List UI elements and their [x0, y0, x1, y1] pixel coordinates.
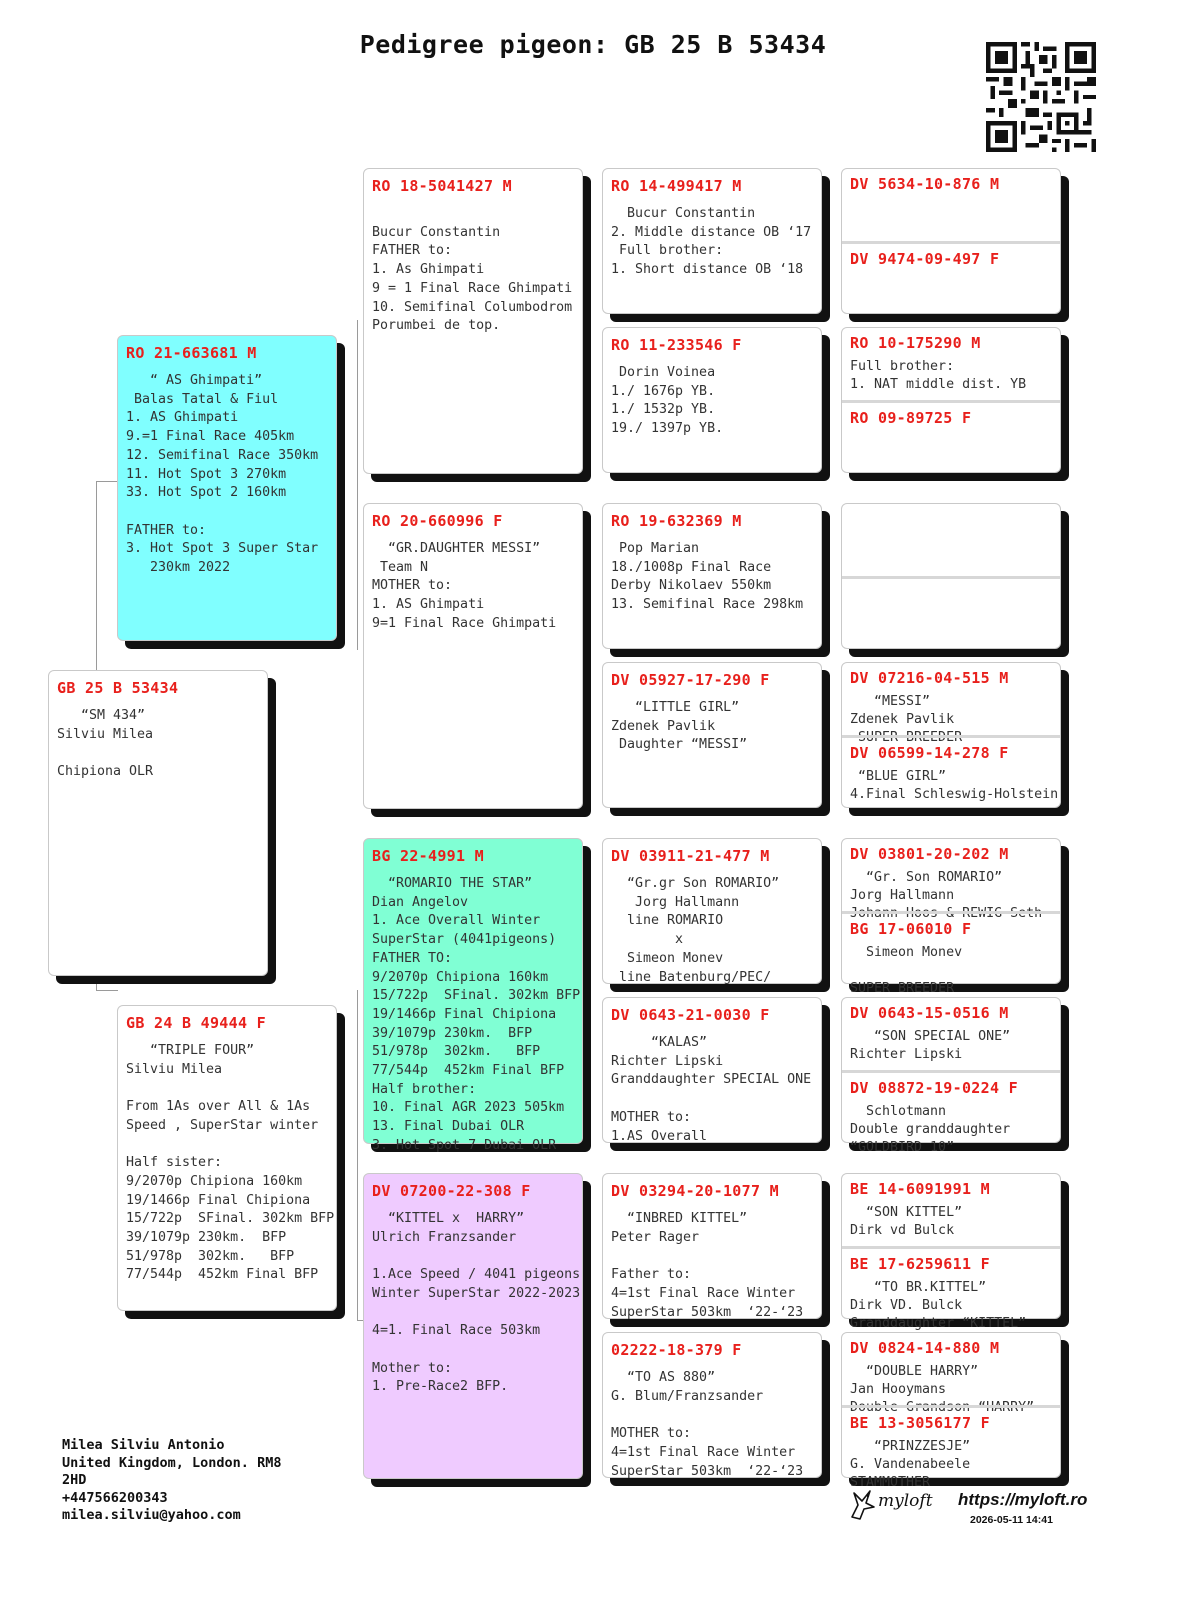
- gen5-dam: [842, 400, 1060, 474]
- gen5-sire: [842, 1174, 1060, 1246]
- pigeon-details: “GR.DAUGHTER MESSI” Team N MOTHER to: 1. AS Ghimpati 9=1 Final Race Ghimpati: [372, 541, 557, 631]
- ring-number: DV 07200-22-308 F: [372, 1182, 531, 1200]
- ring-number: RO 10-175290 M: [850, 334, 981, 352]
- ring-number: BE 13-3056177 F: [850, 1414, 990, 1432]
- gen5-dam: [842, 1070, 1060, 1155]
- myloft-branding: [848, 1487, 1098, 1537]
- ring-number: BE 14-6091991 M: [850, 1180, 990, 1198]
- gen5-dam: [842, 1405, 1060, 1490]
- pedigree-card-gen3[interactable]: [363, 838, 583, 1153]
- ring-number: DV 0643-21-0030 F: [611, 1006, 770, 1024]
- pigeon-details: Pop Marian 18./1008p Final Race Derby Nikolaev 550km 13. Semifinal Race 298km: [611, 541, 804, 613]
- pigeon-details: Simeon Monev SUPER BREEDER: [850, 945, 963, 996]
- pedigree-card-gen5[interactable]: [841, 1173, 1061, 1331]
- pigeon-details: “KITTEL x HARRY” Ulrich Franzsander 1.Ace Speed / 4041 pigeons Winter SuperStar 2022-2023 4=1. Final Race 503km Mother to: 1. Pre-Race2 BFP.: [372, 1211, 581, 1395]
- pigeon-details: “DOUBLE HARRY” Jan Hooymans Double Grandson “HARRY”: [850, 1364, 1035, 1415]
- connector-line: [96, 481, 118, 482]
- ring-number: BG 22-4991 M: [372, 847, 484, 865]
- pigeon-details: “SM 434” Silviu Milea Chipiona OLR: [57, 708, 154, 780]
- pigeon-details: “PRINZZESJE” G. Vandenabeele STAMMOTHER: [850, 1439, 971, 1490]
- pedigree-card-gen4[interactable]: [602, 997, 822, 1143]
- ring-number: DV 03294-20-1077 M: [611, 1182, 779, 1200]
- pigeon-details: “SON SPECIAL ONE” Richter Lipski: [850, 1029, 1011, 1062]
- ring-number: DV 03911-21-477 M: [611, 847, 770, 865]
- connector-line: [96, 990, 118, 991]
- pedigree-card-gen4[interactable]: [602, 327, 822, 473]
- pedigree-card-gen4[interactable]: [602, 838, 822, 984]
- ring-number: 02222-18-379 F: [611, 1341, 742, 1359]
- ring-number: DV 0824-14-880 M: [850, 1339, 1000, 1357]
- gen5-sire: [842, 1333, 1060, 1415]
- ring-number: DV 0643-15-0516 M: [850, 1004, 1009, 1022]
- pedigree-card-gen5[interactable]: [841, 997, 1061, 1155]
- gen5-dam: [842, 576, 1060, 650]
- pigeon-details: “TRIPLE FOUR” Silviu Milea From 1As over All & 1As Speed , SuperStar winter Half sister: 9/2070p Chipiona 160km 19/1466p Final Chipiona 15/722p SFinal. 302km BFP 39/1079p 230km. BFP 51/978p 302km. BFP 77/544p 452km Final BFP: [126, 1043, 335, 1283]
- ring-number: DV 07216-04-515 M: [850, 669, 1009, 687]
- pedigree-card-subject[interactable]: [48, 670, 268, 976]
- ring-number: DV 06599-14-278 F: [850, 744, 1009, 762]
- pedigree-card-gen4[interactable]: [602, 662, 822, 808]
- pigeon-details: Bucur Constantin 2. Middle distance OB ‘17 Full brother: 1. Short distance OB ‘18: [611, 206, 812, 278]
- ring-number: RO 14-499417 M: [611, 177, 742, 195]
- pedigree-card-gen5[interactable]: [841, 838, 1061, 996]
- pigeon-details: “LITTLE GIRL” Zdenek Pavlik Daughter “MESSI”: [611, 700, 748, 753]
- pedigree-card-gen5[interactable]: [841, 168, 1061, 314]
- ring-number: RO 11-233546 F: [611, 336, 742, 354]
- pedigree-card-gen4[interactable]: [602, 503, 822, 649]
- ring-number: RO 21-663681 M: [126, 344, 257, 362]
- connector-line: [357, 320, 358, 650]
- print-timestamp: 2026-05-11 14:41: [970, 1514, 1053, 1526]
- brand-logo-text: myloft: [878, 1491, 933, 1511]
- pigeon-details: “ROMARIO THE STAR” Dian Angelov 1. Ace Overall Winter SuperStar (4041pigeons) FATHER TO: 9/2070p Chipiona 160km 15/722p SFinal. 302km BFP 19/1466p Final Chipiona 39/1079p 230km. BFP 51/978p 302km. BFP 77/544p 452km Final BFP Half brother: 10. Final AGR 2023 505km 13. Final Dubai OLR 3. Hot Spot 7 Dubai OLR: [372, 876, 581, 1153]
- pigeon-details: “TO BR.KITTEL” Dirk VD. Bulck Granddaughter “KITTEL”: [850, 1280, 1027, 1331]
- connector-line: [357, 990, 358, 1320]
- pedigree-card-gen4[interactable]: [602, 168, 822, 314]
- pedigree-card-gen5[interactable]: [841, 1332, 1061, 1490]
- pedigree-card-gen5[interactable]: [841, 327, 1061, 473]
- pedigree-card-sire[interactable]: [117, 335, 337, 641]
- qr-code-icon: [986, 42, 1096, 152]
- ring-number: GB 24 B 49444 F: [126, 1014, 266, 1032]
- ring-number: GB 25 B 53434: [57, 679, 179, 697]
- pedigree-card-gen3[interactable]: [363, 1173, 583, 1479]
- pedigree-card-gen4[interactable]: [602, 1332, 822, 1478]
- ring-number: DV 08872-19-0224 F: [850, 1079, 1018, 1097]
- gen5-sire: [842, 328, 1060, 400]
- pigeon-details: “Gr. Son ROMARIO” Jorg Hallmann Johann Hoos & REWIG Seth: [850, 870, 1043, 921]
- gen5-sire: [842, 504, 1060, 576]
- ring-number: BG 17-06010 F: [850, 920, 972, 938]
- pigeon-details: Dorin Voinea 1./ 1676p YB. 1./ 1532p YB. 19./ 1397p YB.: [611, 365, 724, 437]
- pigeon-details: Schlotmann Double granddaughter “GOLDBIRD 10”: [850, 1104, 1011, 1155]
- brand-url-link[interactable]: https://myloft.ro: [958, 1490, 1088, 1509]
- pedigree-card-gen4[interactable]: [602, 1173, 822, 1319]
- ring-number: RO 20-660996 F: [372, 512, 503, 530]
- gen5-dam: [842, 1246, 1060, 1331]
- ring-number: DV 03801-20-202 M: [850, 845, 1009, 863]
- ring-number: RO 18-5041427 M: [372, 177, 512, 195]
- pigeon-details: “SON KITTEL” Dirk vd Bulck: [850, 1205, 963, 1238]
- ring-number: DV 9474-09-497 F: [850, 250, 1000, 268]
- gen5-dam: [842, 241, 1060, 315]
- pigeon-details: Bucur Constantin FATHER to: 1. As Ghimpati 9 = 1 Final Race Ghimpati 10. Semifinal Columbodrom Porumbei de top.: [372, 224, 573, 334]
- gen5-dam: [842, 735, 1060, 809]
- gen5-sire: [842, 839, 1060, 921]
- ring-number: DV 5634-10-876 M: [850, 175, 1000, 193]
- pigeon-details: Full brother: 1. NAT middle dist. YB: [850, 359, 1027, 392]
- pedigree-card-gen5[interactable]: [841, 662, 1061, 808]
- gen5-sire: [842, 169, 1060, 241]
- page-title: Pedigree pigeon: GB 25 B 53434: [359, 30, 827, 59]
- pigeon-details: “ AS Ghimpati” Balas Tatal & Fiul 1. AS Ghimpati 9.=1 Final Race 405km 12. Semifinal Race 350km 11. Hot Spot 3 270km 33. Hot Spot 2 160km FATHER to: 3. Hot Spot 3 Super Star 230km 2022: [126, 373, 319, 576]
- pedigree-card-gen3[interactable]: [363, 503, 583, 809]
- pigeon-details: “INBRED KITTEL” Peter Rager Father to: 4=1st Final Race Winter SuperStar 503km ‘22-‘23: [611, 1211, 804, 1320]
- ring-number: RO 19-632369 M: [611, 512, 742, 530]
- pedigree-card-gen3[interactable]: [363, 168, 583, 474]
- ring-number: DV 05927-17-290 F: [611, 671, 770, 689]
- gen5-dam: [842, 911, 1060, 996]
- pigeon-logo-icon: [848, 1487, 876, 1521]
- gen5-sire: [842, 663, 1060, 745]
- pigeon-details: “Gr.gr Son ROMARIO” Jorg Hallmann line ROMARIO x Simeon Monev line Batenburg/PEC/: [619, 876, 780, 985]
- pigeon-details: “KALAS” Richter Lipski Granddaughter SPECIAL ONE MOTHER to: 1.AS Overall: [611, 1035, 812, 1144]
- pedigree-card-dam[interactable]: [117, 1005, 337, 1311]
- pigeon-details: “MESSI” Zdenek Pavlik SUPER BREEDER: [850, 694, 963, 745]
- gen5-sire: [842, 998, 1060, 1070]
- owner-contact: Milea Silviu Antonio United Kingdom, London. RM8 2HD +447566200343 milea.silviu@yahoo.com: [62, 1437, 282, 1523]
- pigeon-details: “BLUE GIRL” 4.Final Schleswig-Holstein: [850, 769, 1059, 802]
- ring-number: RO 09-89725 F: [850, 409, 972, 427]
- pigeon-details: “TO AS 880” G. Blum/Franzsander MOTHER to: 4=1st Final Race Winter SuperStar 503km ‘22-‘23: [611, 1370, 804, 1479]
- pedigree-card-gen5[interactable]: [841, 503, 1061, 649]
- ring-number: BE 17-6259611 F: [850, 1255, 990, 1273]
